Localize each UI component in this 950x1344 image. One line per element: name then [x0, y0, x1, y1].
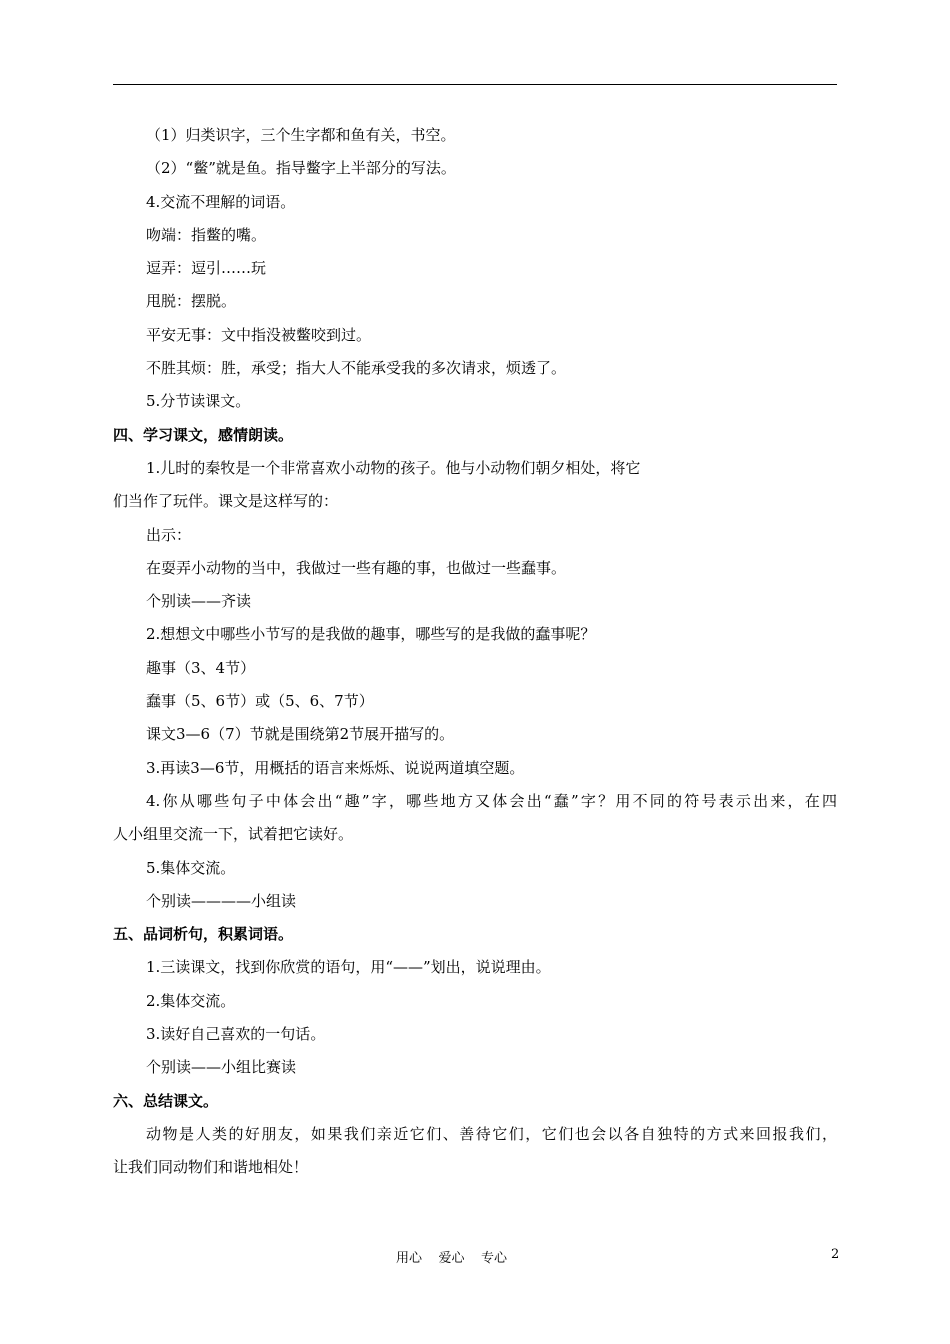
text-line: 们当作了玩伴。课文是这样写的： — [113, 492, 339, 511]
text-line: 逗弄：逗引……玩 — [146, 259, 267, 278]
text-line: 个别读——齐读 — [146, 592, 252, 611]
text-line: 蠢事（5、6节）或（5、6、7节） — [146, 692, 374, 711]
text-line: （1）归类识字，三个生字都和鱼有关，书空。 — [146, 126, 456, 144]
text-line: 3.再读3—6节，用概括的语言来烁烁、说说两道填空题。 — [146, 758, 525, 777]
text-line: 4.交流不理解的词语。 — [146, 192, 296, 211]
page-footer — [0, 1247, 950, 1267]
section-heading: 五、品词析句，积累词语。 — [113, 925, 294, 944]
text-line: 让我们同动物们和谐地相处！ — [113, 1158, 309, 1177]
text-line: 在耍弄小动物的当中，我做过一些有趣的事，也做过一些蠢事。 — [146, 558, 567, 577]
text-line: 出示： — [146, 525, 192, 544]
text-line: 5.集体交流。 — [146, 858, 236, 877]
text-line: （2）“鳖”就是鱼。指导鳖字上半部分的写法。 — [146, 159, 456, 178]
text-line: 4.你从哪些句子中体会出“趣”字，哪些地方又体会出“蠢”字？用不同的符号表示出来，在四 — [146, 791, 837, 810]
text-line: 个别读——小组比赛读 — [146, 1058, 297, 1077]
text-line: 趣事（3、4节） — [146, 658, 256, 677]
section-heading: 四、学习课文，感情朗读。 — [113, 425, 294, 444]
text-line: 3.读好自己喜欢的一句话。 — [146, 1025, 326, 1044]
text-line: 5.分节读课文。 — [146, 392, 251, 411]
footer-motto: 用心 爱心 专心 — [396, 1251, 508, 1266]
document-body — [113, 119, 837, 1185]
header-rule — [113, 84, 837, 85]
text-line: 动物是人类的好朋友，如果我们亲近它们、善待它们，它们也会以各自独特的方式来回报我们， — [146, 1124, 837, 1143]
text-line: 2.想想文中哪些小节写的是我做的趣事，哪些写的是我做的蠢事呢？ — [146, 625, 596, 644]
text-line: 不胜其烦：胜，承受；指大人不能承受我的多次请求，烦透了。 — [146, 359, 567, 378]
text-line: 吻端：指鳖的嘴。 — [146, 225, 267, 244]
text-line: 1.三读课文，找到你欣赏的语句，用“——”划出，说说理由。 — [146, 958, 551, 977]
page-number: 2 — [831, 1247, 840, 1262]
text-line: 平安无事：文中指没被鳖咬到过。 — [146, 325, 372, 344]
text-line: 个别读————小组读 — [146, 891, 297, 910]
text-line: 1.儿时的秦牧是一个非常喜欢小动物的孩子。他与小动物们朝夕相处，将它 — [146, 458, 641, 477]
section-heading: 六、总结课文。 — [113, 1091, 219, 1110]
text-line: 课文3—6（7）节就是围绕第2节展开描写的。 — [146, 725, 455, 744]
text-line: 人小组里交流一下，试着把它读好。 — [113, 825, 354, 844]
text-line: 2.集体交流。 — [146, 991, 236, 1010]
text-line: 甩脱：摆脱。 — [146, 292, 237, 311]
